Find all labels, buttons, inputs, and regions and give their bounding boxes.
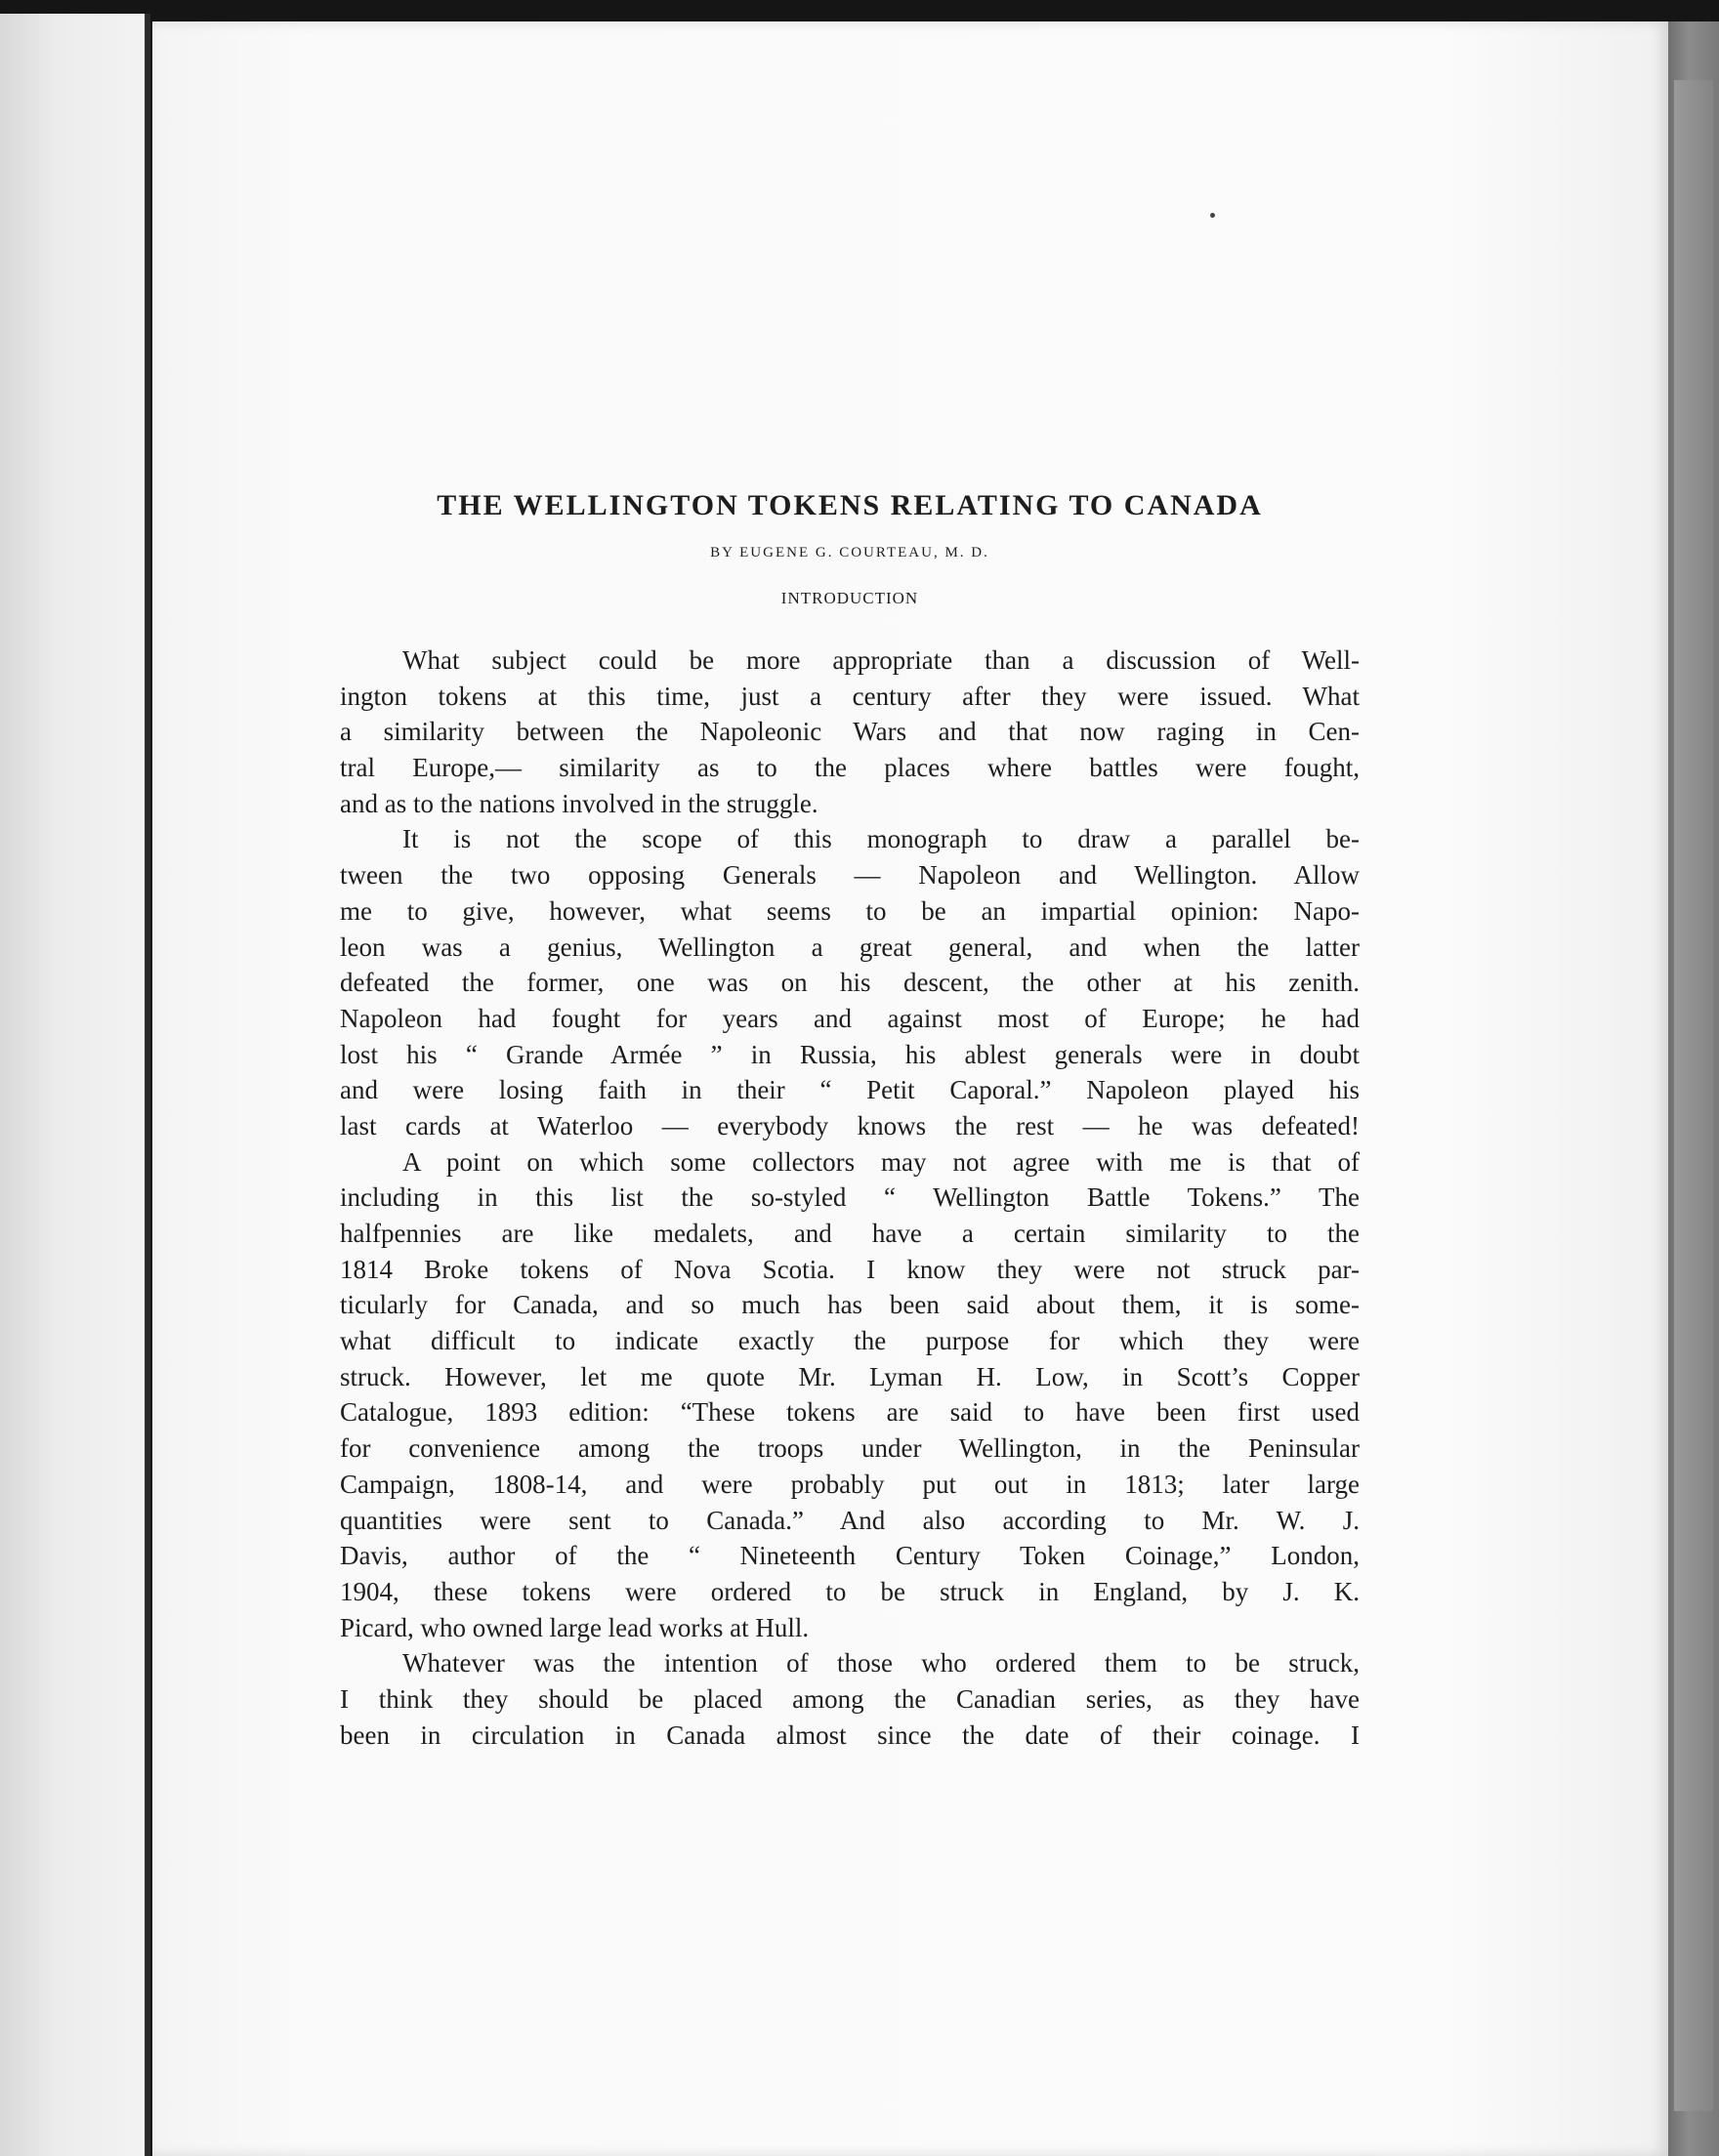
- section-heading: INTRODUCTION: [780, 589, 919, 607]
- page-stack-edge: [1668, 21, 1719, 2156]
- text-line: 1904, these tokens were ordered to be struck in England, by J. K.: [340, 1576, 1360, 1606]
- body-text: [340, 643, 1360, 1753]
- article-title: THE WELLINGTON TOKENS RELATING TO CANADA: [437, 489, 1263, 521]
- text-line: and as to the nations involved in the struggle.: [340, 788, 818, 818]
- text-line: I think they should be placed among the Canadian series, as they have: [340, 1683, 1360, 1714]
- text-line: Napoleon had fought for years and against most of Europe; he had: [340, 1003, 1360, 1033]
- paragraph: [340, 821, 1360, 1143]
- text-line: Davis, author of the “ Nineteenth Century Token Coinage,” London,: [340, 1541, 1360, 1571]
- text-line: quantities were sent to Canada.” And also according to Mr. W. J.: [340, 1505, 1360, 1535]
- book-gutter: [146, 14, 150, 2156]
- text-line: including in this list the so-styled “ Wellington Battle Tokens.” The: [340, 1182, 1360, 1213]
- text-line: leon was a genius, Wellington a great general, and when the latter: [340, 932, 1360, 962]
- facing-page-edge: [0, 14, 147, 2156]
- text-line: halfpennies are like medalets, and have a certain similarity to the: [340, 1219, 1360, 1248]
- text-line: tween the two opposing Generals — Napoleon and Wellington. Allow: [340, 860, 1360, 891]
- text-line: tral Europe,— similarity as to the places where battles were fought,: [340, 753, 1360, 783]
- text-line: struck. However, let me quote Mr. Lyman H. Low, in Scott’s Copper: [340, 1361, 1360, 1391]
- text-line: me to give, however, what seems to be an impartial opinion: Napo-: [340, 895, 1360, 926]
- text-line: defeated the former, one was on his descent, the other at his zenith.: [340, 968, 1360, 998]
- text-line: ticularly for Canada, and so much has been said about them, it is some-: [340, 1290, 1360, 1320]
- text-line: Whatever was the intention of those who ordered them to be struck,: [402, 1648, 1360, 1679]
- text-line: last cards at Waterloo — everybody knows the rest — he was defeated!: [340, 1110, 1360, 1140]
- text-line: and were losing faith in their “ Petit Caporal.” Napoleon played his: [340, 1075, 1360, 1105]
- paragraph: [340, 1645, 1360, 1753]
- text-line: Campaign, 1808-14, and were probably put out in 1813; later large: [340, 1469, 1360, 1499]
- text-line: been in circulation in Canada almost since the date of their coinage. I: [340, 1720, 1360, 1750]
- text-line: Catalogue, 1893 edition: “These tokens are said to have been first used: [340, 1397, 1360, 1428]
- author-byline: BY EUGENE G. COURTEAU, M. D.: [710, 545, 989, 560]
- text-line: It is not the scope of this monograph to draw a parallel be-: [402, 824, 1360, 854]
- text-line: for convenience among the troops under Wellington, in the Peninsular: [340, 1433, 1360, 1464]
- text-line: ington tokens at this time, just a century after they were issued. What: [340, 681, 1360, 711]
- text-line: A point on which some collectors may not agree with me is that of: [402, 1146, 1360, 1177]
- text-line: What subject could be more appropriate than a discussion of Well-: [402, 645, 1360, 675]
- text-line: Picard, who owned large lead works at Hull.: [340, 1612, 810, 1642]
- text-line: lost his “ Grande Armée ” in Russia, his ablest generals were in doubt: [340, 1039, 1360, 1069]
- text-line: a similarity between the Napoleonic Wars and that now raging in Cen-: [340, 717, 1360, 747]
- text-line: 1814 Broke tokens of Nova Scotia. I know they were not struck par-: [340, 1254, 1360, 1284]
- paragraph: [340, 643, 1360, 821]
- page-content: [340, 484, 1360, 1753]
- text-line: what difficult to indicate exactly the purpose for which they were: [340, 1326, 1360, 1356]
- paper-speck: [1210, 213, 1215, 218]
- paragraph: [340, 1144, 1360, 1646]
